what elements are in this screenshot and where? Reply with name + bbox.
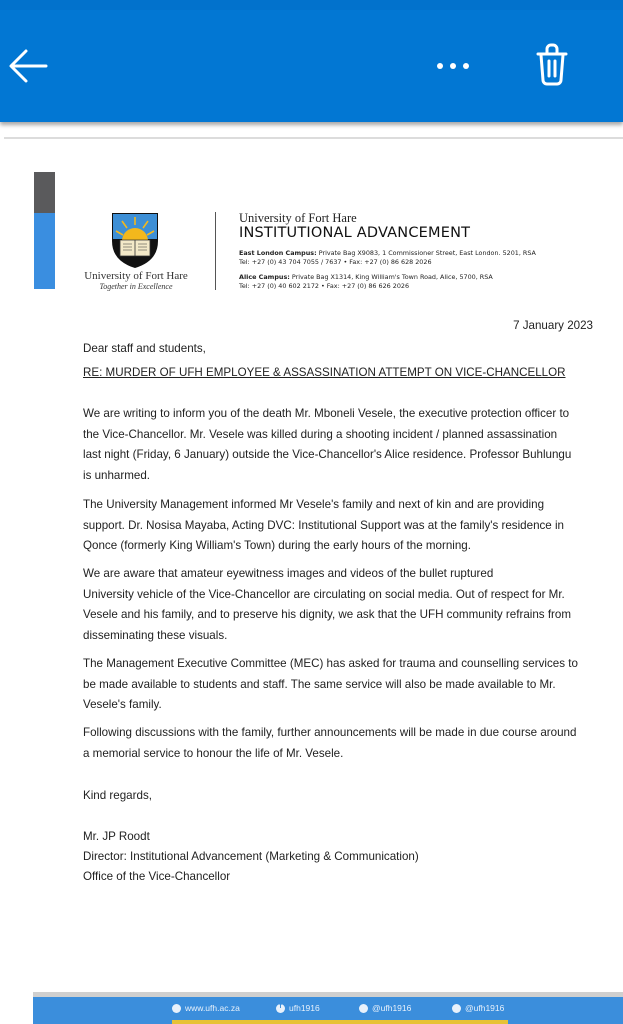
arrow-left-icon xyxy=(6,46,50,86)
app-bar xyxy=(0,0,623,122)
letter-subject: RE: MURDER OF UFH EMPLOYEE & ASSASSINATION ATTEMPT ON VICE-CHANCELLOR xyxy=(83,366,566,379)
trash-icon xyxy=(530,42,574,88)
paragraph-5 xyxy=(83,723,603,764)
paragraph-line: Vesele and his family, and to preserve his dignity, we ask that the UFH community refrains from xyxy=(83,608,572,622)
alice-address xyxy=(239,273,493,281)
university-name-logo: University of Fort Hare xyxy=(84,270,188,282)
delete-button[interactable] xyxy=(530,42,574,88)
letterhead-university: University of Fort Hare xyxy=(239,211,357,225)
alice-address-text: Private Bag X1314, King William's Town Road, Alice, 5700, RSA xyxy=(289,273,493,281)
alice-tel: Tel: +27 (0) 40 602 2172 • Fax: +27 (0) 86 626 2026 xyxy=(239,282,410,290)
paragraph-line: Following discussions with the family, further announcements will be made in due course around xyxy=(83,726,577,739)
paragraph-line: We are aware that amateur eyewitness images and videos of the bullet ruptured xyxy=(83,567,494,580)
footer-facebook xyxy=(276,1003,320,1013)
back-button[interactable] xyxy=(6,46,50,86)
more-horizontal-icon xyxy=(432,52,474,80)
status-strip xyxy=(0,0,623,10)
east-london-address xyxy=(239,249,536,257)
closing: Kind regards, xyxy=(83,789,152,802)
paragraph-line: be made available to students and staff. The same service will also be made available to Mr. xyxy=(83,677,556,691)
paragraph-line: disseminating these visuals. xyxy=(83,629,228,643)
footer-twitter-text: @ufh1916 xyxy=(372,1003,412,1013)
footer-twitter xyxy=(359,1003,411,1013)
letterhead-department: INSTITUTIONAL ADVANCEMENT xyxy=(239,225,471,241)
paragraph-line: The Management Executive Committee (MEC) has asked for trauma and counselling services to xyxy=(83,657,578,670)
paragraph-4 xyxy=(83,654,603,716)
more-options-button[interactable] xyxy=(432,52,474,80)
paragraph-line: a memorial service to honour the life of Mr. Vesele. xyxy=(83,746,344,760)
letter-date: 7 January 2023 xyxy=(513,319,593,332)
paragraph-line: Vesele's family. xyxy=(83,698,162,712)
paragraph-2 xyxy=(83,495,603,557)
alice-label: Alice Campus: xyxy=(239,273,290,281)
paragraph-1 xyxy=(83,404,603,487)
paragraph-line: the Vice-Chancellor. Mr. Vesele was killed during a shooting incident / planned assassination xyxy=(83,427,558,441)
paragraph-3 xyxy=(83,564,603,647)
university-tagline: Together in Excellence xyxy=(99,282,173,291)
instagram-icon xyxy=(452,1004,461,1013)
signatory-office: Office of the Vice-Chancellor xyxy=(83,870,231,883)
paragraph-line: is unharmed. xyxy=(83,469,151,483)
east-london-label: East London Campus: xyxy=(239,249,317,257)
globe-icon xyxy=(172,1004,181,1013)
footer-instagram-text: @ufh1916 xyxy=(465,1003,505,1013)
letterhead-blue-bar xyxy=(34,213,55,289)
east-london-tel: Tel: +27 (0) 43 704 7055 / 7637 • Fax: +27 (0) 86 628 2026 xyxy=(239,258,432,266)
signatory-title: Director: Institutional Advancement (Marketing & Communication) xyxy=(83,850,419,863)
footer-accent-bar xyxy=(172,1020,508,1024)
paragraph-line: University vehicle of the Vice-Chancellor are circulating on social media. Out of respect for Mr. xyxy=(83,587,565,601)
letterhead-grey-bar xyxy=(34,172,55,213)
paragraph-line: We are writing to inform you of the death Mr. Mboneli Vesele, the executive protection officer to xyxy=(83,407,570,420)
signatory-name: Mr. JP Roodt xyxy=(83,830,150,843)
east-london-address-text: Private Bag X9083, 1 Commissioner Street, East London. 5201, RSA xyxy=(316,249,536,257)
university-crest-logo xyxy=(110,211,160,269)
paragraph-line: The University Management informed Mr Vesele's family and next of kin and are providing xyxy=(83,498,545,511)
paragraph-line: last night (Friday, 6 January) outside the Vice-Chancellor's Alice residence. Professor Buhlungu xyxy=(83,448,572,462)
footer-instagram xyxy=(452,1003,504,1013)
twitter-icon xyxy=(359,1004,368,1013)
paragraph-line: Qonce (formerly King William's Town) during the early hours of the morning. xyxy=(83,539,471,553)
footer-website-text: www.ufh.ac.za xyxy=(185,1003,240,1013)
footer-facebook-text: ufh1916 xyxy=(289,1003,320,1013)
facebook-icon: f xyxy=(276,1004,285,1013)
letterhead-divider xyxy=(215,212,216,290)
paragraph-line: support. Dr. Nosisa Mayaba, Acting DVC: Institutional Support was at the family's residence in xyxy=(83,518,565,532)
salutation: Dear staff and students, xyxy=(83,342,206,355)
footer-website xyxy=(172,1003,240,1013)
document-top-border xyxy=(4,137,623,139)
